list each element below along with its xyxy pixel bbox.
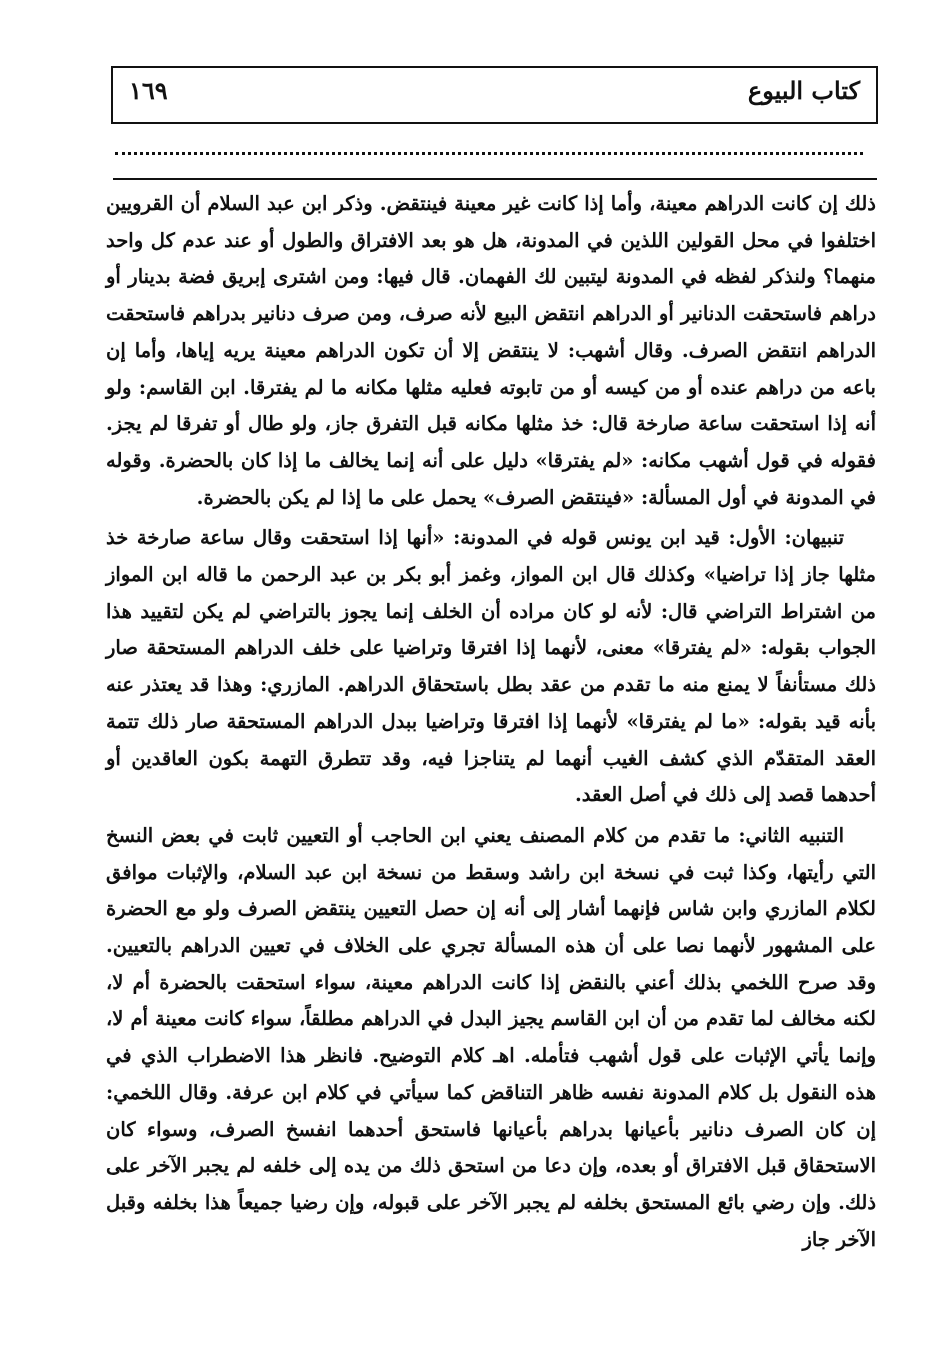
running-header bbox=[111, 66, 878, 124]
book-title: كتاب البيوع bbox=[747, 76, 860, 105]
paragraph-2: تنبيهان: الأول: قيد ابن يونس قوله في المدونة: «أنها إذا استحقت وقال ساعة صارخة خذ مثلها جاز إذا تراضيا» وكذلك قال ابن المواز، وغمز أبو بكر بن عبد الرحمن ما قاله ابن المواز من اشتراط التراضي قال: لأنه لو كان مراده أن الخلف إنما يجوز بالتراضي لم يكن لتقييد هذا الجواب بقوله: «لم يفترقا» معنى، لأنهما إذا افترقا وتراضيا على خلف الدراهم المستحقة صار ذلك مستأنفاً لا يمنع منه ما تقدم من عقد بطل باستحقاق الدراهم. المازري: وهذا قد يعتذر عنه بأنه قيد بقوله: «ما لم يفترقا» لأنهما إذا افترقا وتراضيا ببدل الدراهم المستحقة صار ذلك تتمة العقد المتقدّم الذي كشف الغيب أنهما لم يتناجزا فيه، وقد تتطرق التهمة بكون العاقدين أو أحدهما قصد إلى ذلك في أصل العقد. bbox=[106, 526, 877, 807]
solid-divider bbox=[113, 178, 877, 180]
body-text bbox=[106, 186, 876, 1262]
page-number: ١٦٩ bbox=[129, 76, 168, 105]
paragraph-1: ذلك إن كانت الدراهم معينة، وأما إذا كانت غير معينة فينتقض. وذكر ابن عبد السلام أن القرويين اختلفوا في محل القولين اللذين في المدونة، هل هو بعد الافتراق والطول أو عند عدم كل واحد منهما؟ ولنذكر لفظه في المدونة ليتبين لك الفهمان. قال فيها: ومن اشترى إبريق فضة بدينار أو دراهم فاستحقت الدنانير أو الدراهم انتقض البيع لأنه صرف، ومن صرف دنانير بدراهم فاستحقت الدراهم انتقض الصرف. وقال أشهب: لا ينتقض إلا أن تكون الدراهم معينة يريه إياها، وأما إن باعه من دراهم عنده أو من كيسه أو من تابوته فعليه مثلها مكانه ما لم يفترقا. ابن القاسم: ولو أنه إذا استحقت ساعة صارخة قال: خذ مثلها مكانه قبل التفرق جاز، ولو طال أو تفرقا لم يجز. فقوله في قول أشهب مكانه: «لم يفترقا» دليل على أنه إنما يخالف ما إذا كان بالحضرة. وقوله في المدونة في أول المسألة: «فينتقض الصرف» يحمل على ما إذا لم يكن بالحضرة. bbox=[106, 192, 876, 509]
paragraph-3: التنبيه الثاني: ما تقدم من كلام المصنف يعني ابن الحاجب أو التعيين ثابت في بعض النسخ التي رأيتها، وكذا ثبت في نسخة ابن راشد وسقط من نسخة ابن عبد السلام، والإثبات موافق لكلام المازري وابن شاس فإنهما أشار إلى أنه إن حصل التعيين ينتقض الصرف ولو مع الحضرة على المشهور لأنهما نصا على أن هذه المسألة تجري على الخلاف في تعيين الدراهم بالتعيين. وقد صرح اللخمي بذلك أعني بالنقض إذا كانت الدراهم معينة، سواء استحقت بالحضرة أم لا، لكنه مخالف لما تقدم من أن ابن القاسم يجيز البدل في الدراهم مطلقاً، سواء كانت معينة أم لا، وإنما يأتي الإثبات على قول أشهب فتأمله. اهـ كلام التوضيح. فانظر هذا الاضطراب الذي في هذه النقول بل كلام المدونة نفسه ظاهر التناقض كما سيأتي في كلام ابن عرفة. وقال اللخمي: إن كان الصرف دنانير بأعيانها بدراهم بأعيانها فاستحق أحدهما انفسخ الصرف، وسواء كان الاستحقاق قبل الافتراق أو بعده، وإن دعا من استحق ذلك من يده إلى خلفه لم يجبر الآخر على ذلك. وإن رضي بائع المستحق بخلفه لم يجبر الآخر على قبوله، وإن رضيا جميعاً هذا بخلفه وقبل الآخر جاز bbox=[106, 823, 876, 1251]
dotted-divider bbox=[115, 152, 863, 155]
